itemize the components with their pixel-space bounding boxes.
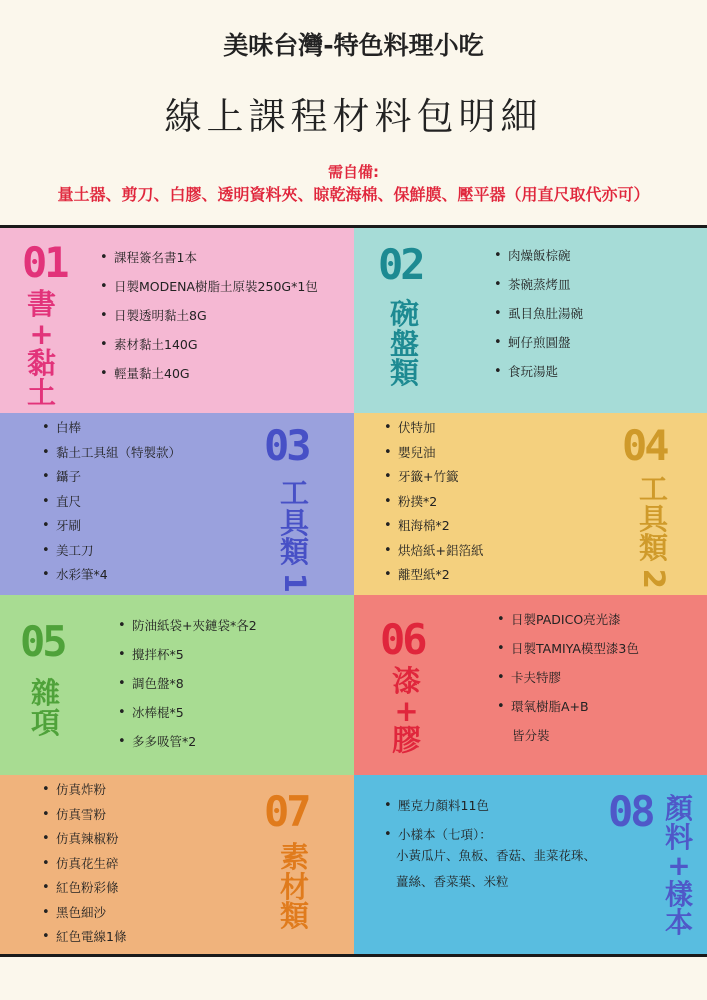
- list-item: • 紅色粉彩條: [56, 876, 126, 901]
- list-item: • 壓克力顏料11色: [398, 791, 492, 820]
- panel-06: [354, 595, 707, 775]
- list-item: • 嬰兒油: [398, 441, 483, 466]
- list-item: • 食玩湯匙: [508, 357, 583, 386]
- list-item: • 輕量黏土40G: [114, 359, 318, 388]
- need-items: 量土器、剪刀、白膠、透明資料夾、晾乾海棉、保鮮膜、壓平器（用直尺取代亦可）: [57, 185, 650, 204]
- panel-number: 03: [264, 421, 309, 470]
- list-item: • 日製MODENA樹脂土原裝250G*1包: [114, 272, 318, 301]
- list-item: • 離型紙*2: [398, 563, 483, 588]
- list-item: • 鑷子: [56, 465, 181, 490]
- list-item: • 黏土工具組（特製款）: [56, 441, 181, 466]
- list-item: • 美工刀: [56, 539, 181, 564]
- panel-number: 05: [20, 617, 65, 666]
- list-item: • 水彩筆*4: [56, 563, 181, 588]
- list-item: • 日製透明黏土8G: [114, 301, 318, 330]
- panel-note: 皆分裝: [512, 728, 550, 743]
- list-item: • 黑色細沙: [56, 901, 126, 926]
- page-subtitle: 線上課程材料包明細: [164, 95, 543, 138]
- list-item: • 牙籤+竹籤: [398, 465, 483, 490]
- list-item: • 防油紙袋+夾鏈袋*各2: [132, 611, 257, 640]
- panel-01: [0, 228, 354, 413]
- list-item: • 烘焙紙+鋁箔紙: [398, 539, 483, 564]
- list-item: • 紅色電線1條: [56, 925, 126, 950]
- list-item: • 牙刷: [56, 514, 181, 539]
- panel-03: [0, 413, 354, 595]
- item-list: [42, 778, 126, 950]
- panel-04: [354, 413, 707, 595]
- panel-number: 06: [380, 615, 425, 664]
- list-item: • 直尺: [56, 490, 181, 515]
- list-item: • 環氧樹脂A+B: [511, 692, 639, 721]
- panel-number: 01: [22, 238, 67, 287]
- list-item: • 仿真辣椒粉: [56, 827, 126, 852]
- panel-08: [354, 775, 707, 954]
- list-item: • 卡夫特膠: [511, 663, 639, 692]
- list-item: • 課程簽名書1本: [114, 243, 318, 272]
- item-list: [42, 416, 181, 588]
- list-item: • 粗海棉*2: [398, 514, 483, 539]
- list-item: • 日製TAMIYA模型漆3色: [511, 634, 639, 663]
- panel-02: [354, 228, 707, 413]
- list-item: • 伏特加: [398, 416, 483, 441]
- list-item: • 仿真雪粉: [56, 803, 126, 828]
- list-item: • 多多吸管*2: [132, 727, 257, 756]
- list-item: • 肉燥飯棕碗: [508, 241, 583, 270]
- panel-number: 08: [608, 787, 653, 836]
- list-item: • 仿真炸粉: [56, 778, 126, 803]
- list-item: • 小樣本（七項）：: [398, 820, 492, 849]
- panel-label: 素 材 類: [280, 840, 310, 934]
- item-list: [118, 611, 257, 756]
- list-item: • 調色盤*8: [132, 669, 257, 698]
- list-item: • 蚵仔煎圓盤: [508, 328, 583, 357]
- panel-label: 雜 項: [31, 676, 61, 740]
- page-title: 美味台灣-特色料理小吃: [223, 31, 484, 60]
- panel-note: 薑絲、香菜葉、米粒: [396, 874, 509, 889]
- need-heading: 需自備:: [328, 163, 379, 181]
- panel-label: 顏 料 + 樣 本: [665, 792, 694, 940]
- item-list: [497, 605, 639, 721]
- item-list: [494, 241, 583, 386]
- panel-number: 02: [378, 240, 423, 289]
- list-item: • 冰棒棍*5: [132, 698, 257, 727]
- panel-label: 書 + 黏 土: [27, 287, 57, 410]
- list-item: • 茶碗蒸烤皿: [508, 270, 583, 299]
- panel-label: 工 具 類 2: [637, 472, 672, 589]
- panel-number: 07: [264, 787, 309, 836]
- panel-number: 04: [622, 421, 667, 470]
- item-list: [384, 416, 483, 588]
- list-item: • 仿真花生碎: [56, 852, 126, 877]
- panel-note: 小黃瓜片、魚板、香菇、韭菜花珠、: [396, 848, 597, 863]
- list-item: • 虱目魚肚湯碗: [508, 299, 583, 328]
- item-list: [100, 243, 318, 388]
- bottom-divider: [0, 954, 707, 957]
- panel-label: 碗 盤 類: [390, 297, 420, 391]
- panel-05: [0, 595, 354, 775]
- item-list: [384, 791, 492, 849]
- panel-07: [0, 775, 354, 954]
- list-item: • 素材黏土140G: [114, 330, 318, 359]
- panel-label: 工 具 類 1: [278, 476, 313, 593]
- panel-label: 漆 + 膠: [392, 664, 422, 758]
- list-item: • 攪拌杯*5: [132, 640, 257, 669]
- list-item: • 日製PADICO亮光漆: [511, 605, 639, 634]
- list-item: • 白棒: [56, 416, 181, 441]
- list-item: • 粉撲*2: [398, 490, 483, 515]
